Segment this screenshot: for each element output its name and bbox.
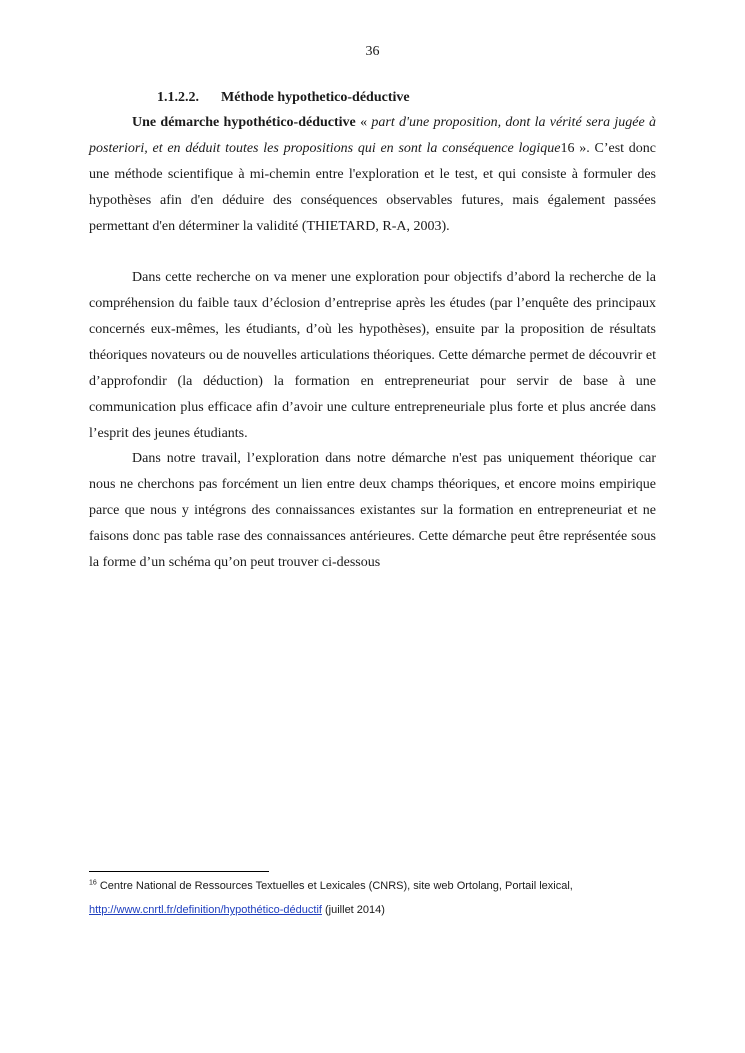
footnote-source: Centre National de Ressources Textuelles et Lexicales (CNRS), site web Ortolang, Portail lexical, bbox=[96, 880, 573, 892]
section-title: Méthode hypothetico-déductive bbox=[221, 90, 410, 105]
footnote-link-line bbox=[89, 904, 689, 916]
footnote-reference: 16 bbox=[560, 141, 575, 156]
paragraph-2 bbox=[89, 265, 656, 447]
quote-italic: part d'une proposition, dont la vérité sera jugée à posteriori, et en déduit toutes les propositions qui en sont la conséquence logique bbox=[89, 115, 656, 156]
footnote-text bbox=[89, 880, 689, 892]
section-heading bbox=[157, 90, 410, 106]
paragraph-1 bbox=[89, 110, 656, 240]
paragraph-3-text: Dans notre travail, l’exploration dans notre démarche n'est pas uniquement théorique car nous ne cherchons pas forcément un lien entre deux champs théoriques, et encore moins empirique parce que nous y intégrons des connaissances existantes sur la formation en entrepreneuriat et ne faisons donc pas table rase des connaissances antérieures. Cette démarche peut être représentée sous la forme d’un schéma qu’on peut trouver ci-dessous bbox=[89, 451, 656, 570]
footnote-link[interactable]: http://www.cnrtl.fr/definition/hypothético-déductif bbox=[89, 904, 322, 916]
footnote-separator bbox=[89, 871, 269, 872]
footnote-date: (juillet 2014) bbox=[321, 904, 385, 916]
footnote-marker: 16 bbox=[89, 879, 97, 887]
paragraph-1-rest: ». C’est donc une méthode scientifique à mi-chemin entre l'exploration et le test, et qui consiste à formuler des hypothèses afin d'en déduire des conséquences observables futures, mais également passées permettant d'en déterminer la validité (THIETARD, R-A, 2003). bbox=[89, 141, 657, 234]
page-number: 36 bbox=[365, 44, 380, 59]
paragraph-2-text: Dans cette recherche on va mener une exploration pour objectifs d’abord la recherche de la compréhension du faible taux d’éclosion d’entreprise après les études (par l’enquête des principaux concernés eux-mêmes, les étudiants, d’où les hypothèses), ensuite par la proposition de résultats théoriques novateurs ou de nouvelles articulations théoriques. Cette démarche permet de découvrir et d’approfondir (la déduction) la formation en entrepreneuriat pour servir de base à une communication plus efficace afin d’avoir une culture entrepreneuriale plus forte et plus ancrée dans l’esprit des jeunes étudiants. bbox=[89, 270, 656, 441]
quote-open: « bbox=[355, 115, 372, 130]
section-number: 1.1.2.2. bbox=[157, 90, 199, 105]
paragraph-3 bbox=[89, 446, 656, 576]
lead-bold-term: Une démarche hypothético-déductive bbox=[132, 115, 356, 130]
